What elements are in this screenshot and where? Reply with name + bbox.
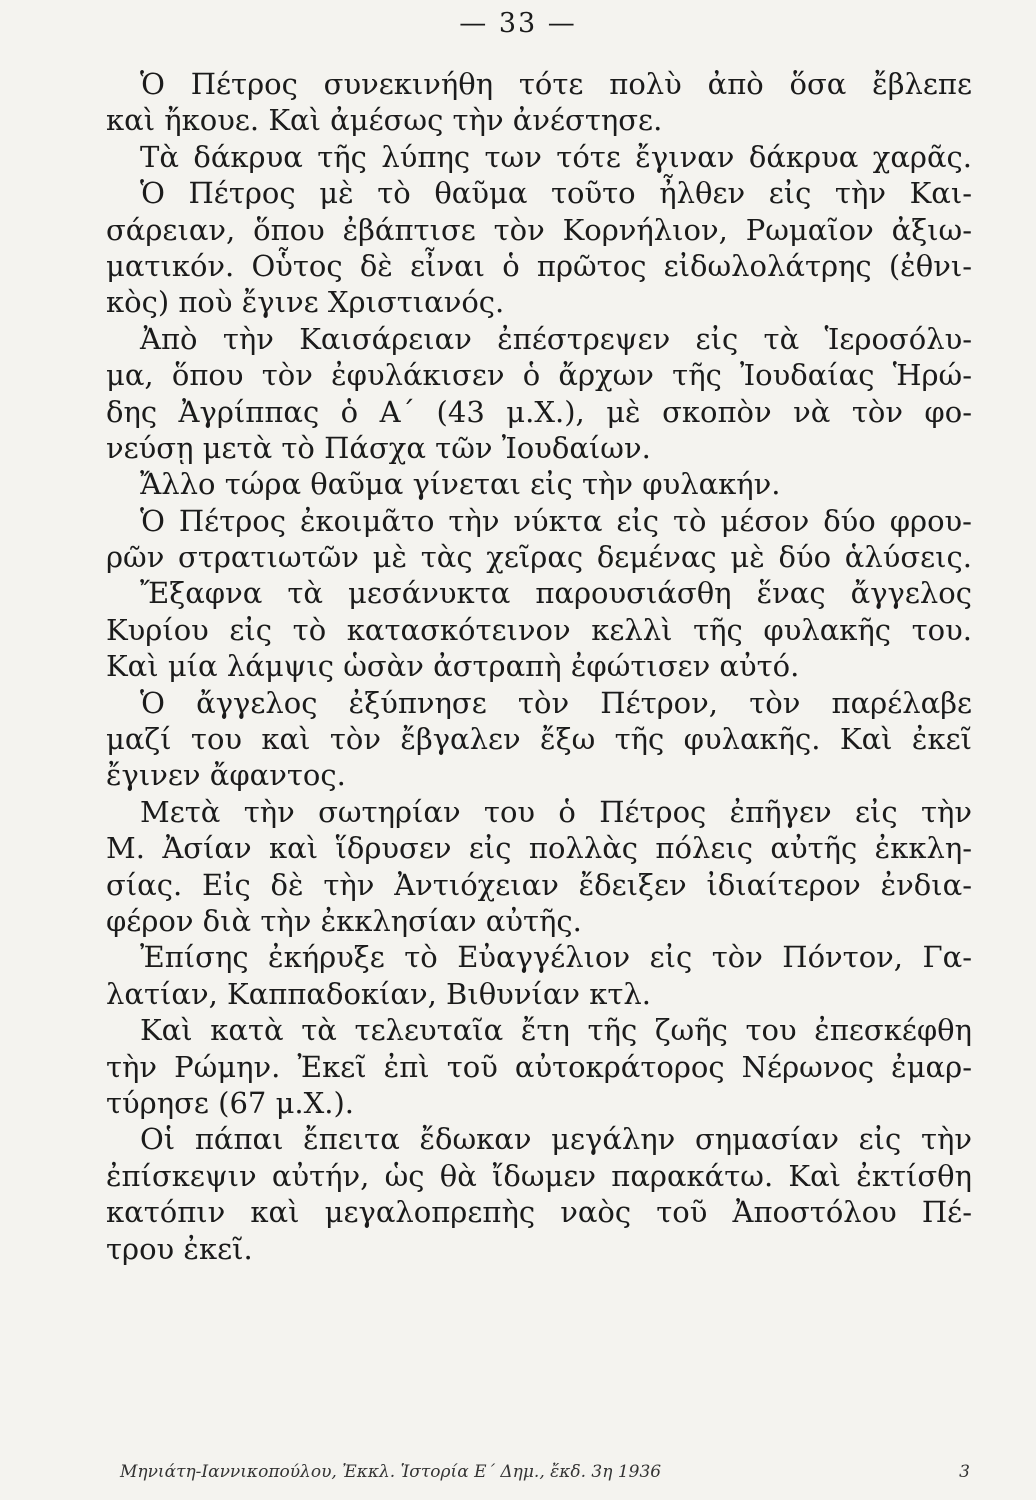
text-line: Ἔξαφνα τὰ μεσάνυκτα παρουσιάσθη ἕνας ἄγγελος — [140, 576, 972, 611]
text-line: Κυρίου εἰς τὸ κατασκότεινον κελλὶ τῆς φυλακῆς του. — [106, 612, 972, 647]
text-line: σίας. Εἰς δὲ τὴν Ἀντιόχειαν ἔδειξεν ἰδιαίτερον ἐνδια- — [106, 867, 972, 902]
text-line: Ἐπίσης ἐκήρυξε τὸ Εὐαγγέλιον εἰς τὸν Πόντον, Γα- — [140, 940, 972, 975]
text-line: ρῶν στρατιωτῶν μὲ τὰς χεῖρας δεμένας μὲ δύο ἁλύσεις. — [106, 540, 972, 575]
footer-citation: Μηνιάτη-Ιαννικοπούλου, Ἐκκλ. Ἱστορία Ε΄ Δημ., ἔκδ. 3η 1936 — [120, 1462, 662, 1482]
text-line: δης Ἀγρίππας ὁ Α΄ (43 μ.Χ.), μὲ σκοπὸν νὰ τὸν φο- — [106, 394, 972, 429]
text-line: Καὶ κατὰ τὰ τελευταῖα ἔτη τῆς ζωῆς του ἐπεσκέφθη — [140, 1013, 972, 1048]
text-line: φέρον διὰ τὴν ἐκκλησίαν αὐτῆς. — [106, 903, 582, 938]
text-line: Ἀπὸ τὴν Καισάρειαν ἐπέστρεψεν εἰς τὰ Ἱεροσόλυ- — [140, 321, 972, 356]
page-number: — 33 — — [459, 8, 577, 39]
text-line: λατίαν, Καππαδοκίαν, Βιθυνίαν κτλ. — [106, 976, 652, 1011]
text-line: Ἄλλο τώρα θαῦμα γίνεται εἰς τὴν φυλακήν. — [140, 467, 781, 502]
text-line: τρου ἐκεῖ. — [106, 1231, 253, 1266]
text-line: Μετὰ τὴν σωτηρίαν του ὁ Πέτρος ἐπῆγεν εἰς τὴν — [140, 794, 972, 829]
text-line: Μ. Ἀσίαν καὶ ἵδρυσεν εἰς πολλὰς πόλεις αὐτῆς ἐκκλη- — [106, 831, 972, 866]
text-line: ἐπίσκεψιν αὐτήν, ὡς θὰ ἴδωμεν παρακάτω. Καὶ ἐκτίσθη — [106, 1158, 972, 1193]
text-line: τὴν Ρώμην. Ἐκεῖ ἐπὶ τοῦ αὐτοκράτορος Νέρωνος ἐμαρ- — [106, 1049, 972, 1084]
text-line: σάρειαν, ὅπου ἐβάπτισε τὸν Κορνήλιον, Ρωμαῖον ἀξιω- — [106, 212, 972, 247]
text-line: νεύσῃ μετὰ τὸ Πάσχα τῶν Ἰουδαίων. — [106, 430, 651, 465]
text-line: Ὁ Πέτρος μὲ τὸ θαῦμα τοῦτο ἦλθεν εἰς τὴν Και- — [140, 176, 972, 211]
text-line: καὶ ἤκουε. Καὶ ἀμέσως τὴν ἀνέστησε. — [106, 103, 663, 138]
footer-signature: 3 — [959, 1462, 970, 1482]
text-line: κατόπιν καὶ μεγαλοπρεπὴς ναὸς τοῦ Ἀποστόλου Πέ- — [106, 1195, 972, 1230]
text-line: ἔγινεν ἄφαντος. — [106, 758, 346, 793]
text-line: Καὶ μία λάμψις ὡσὰν ἀστραπὴ ἐφώτισεν αὐτό. — [106, 649, 800, 684]
text-line: τύρησε (67 μ.Χ.). — [106, 1085, 355, 1120]
body-text — [106, 66, 972, 1267]
text-line: μα, ὅπου τὸν ἐφυλάκισεν ὁ ἄρχων τῆς Ἰουδαίας Ἡρώ- — [106, 358, 972, 393]
text-line: Τὰ δάκρυα τῆς λύπης των τότε ἔγιναν δάκρυα χαρᾶς. — [140, 139, 972, 174]
text-line: ματικόν. Οὗτος δὲ εἶναι ὁ πρῶτος εἰδωλολάτρης (ἐθνι- — [106, 248, 972, 283]
text-line: Οἱ πάπαι ἔπειτα ἔδωκαν μεγάλην σημασίαν εἰς τὴν — [140, 1122, 972, 1157]
text-line: Ὁ Πέτρος ἐκοιμᾶτο τὴν νύκτα εἰς τὸ μέσον δύο φρου- — [140, 503, 972, 538]
text-line: Ὁ Πέτρος συνεκινήθη τότε πολὺ ἀπὸ ὅσα ἔβλεπε — [140, 67, 972, 101]
text-line: Ὁ ἄγγελος ἐξύπνησε τὸν Πέτρον, τὸν παρέλαβε — [140, 685, 972, 720]
text-line: μαζί του καὶ τὸν ἔβγαλεν ἔξω τῆς φυλακῆς. Καὶ ἐκεῖ — [106, 722, 972, 757]
text-line: κὸς) ποὺ ἔγινε Χριστιανός. — [106, 285, 505, 320]
page-footer — [120, 1462, 970, 1482]
